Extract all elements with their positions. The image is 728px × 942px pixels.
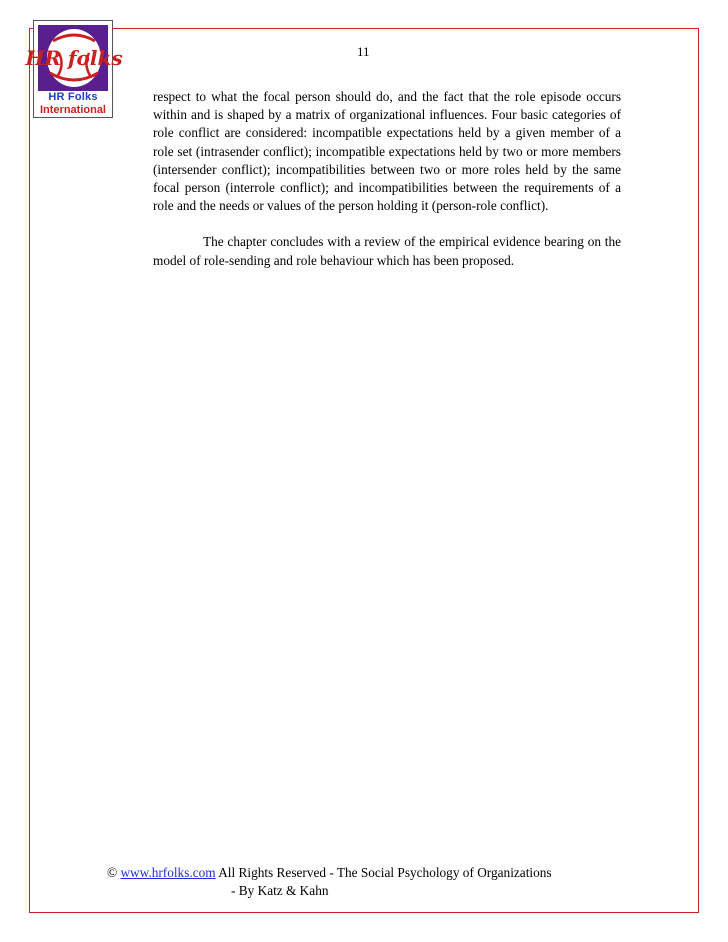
logo-ball-text: HR folks [25,46,123,70]
logo-line-1: HR Folks [48,91,98,103]
footer [107,864,552,900]
footer-line-1 [107,864,552,882]
hr-folks-logo [25,20,123,118]
paragraph: The chapter concludes with a review of the empirical evidence bearing on the model of role-sending and role behaviour which has been proposed. [153,234,621,268]
page-number: 11 [357,44,370,59]
footer-author-line: - By Katz & Kahn [231,883,329,898]
copyright-symbol: © [107,865,118,880]
body-text [153,88,621,270]
rights-text: All Rights Reserved - The Social Psychology of Organizations [218,865,552,880]
logo-ball-icon [25,27,123,89]
paragraph: respect to what the focal person should do, and the fact that the role episode occurs within and is shaped by a matrix of organizational influences. Four basic categories of role conflict are considered: incompatible expectations held by a given member of a role set (intrasender conflict); incompatible expectations held by two or more members (intersender conflict); incompatibilities between two or more roles held by the same focal person (interrole conflict); and incompatibilities between the requirements of a role and the needs or values of the person holding it (person-role conflict). [153,89,621,214]
logo-line-2: International [39,104,106,116]
website-link[interactable]: www.hrfolks.com [120,865,216,880]
